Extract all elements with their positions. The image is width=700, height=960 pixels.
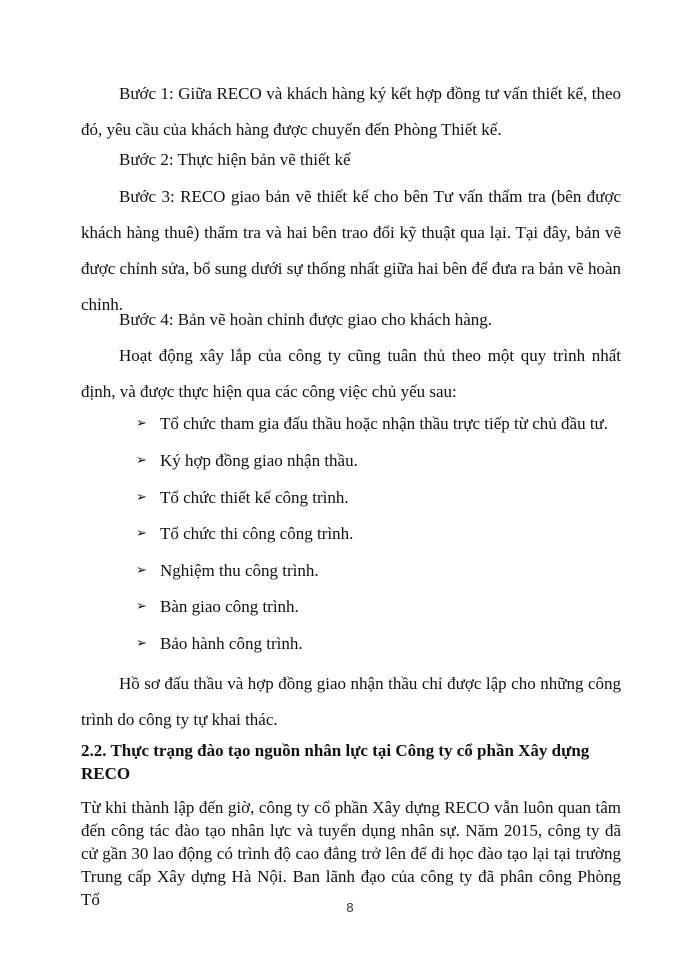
page-number: 8 (346, 900, 354, 915)
arrow-bullet-icon: ➢ (136, 636, 147, 651)
list-item (136, 412, 608, 436)
list-item (136, 559, 319, 583)
list-item (136, 632, 303, 656)
list-item-text: Bảo hành công trình. (160, 634, 303, 653)
paragraph-step-1: Bước 1: Giữa RECO và khách hàng ký kết hợp đồng tư vấn thiết kế, theo đó, yêu cầu của khách hàng được chuyển đến Phòng Thiết kế. (81, 84, 621, 139)
paragraph-bidding-note: Hồ sơ đấu thầu và hợp đồng giao nhận thầu chỉ được lập cho những công trình do công ty tự khai thác. (81, 674, 621, 729)
paragraph-step-3: Bước 3: RECO giao bản vẽ thiết kế cho bên Tư vấn thẩm tra (bên được khách hàng thuê) thẩm tra và hai bên trao đổi kỹ thuật qua lại. Tại đây, bản vẽ được chỉnh sửa, bổ sung dưới sự thống nhất giữa hai bên để đưa ra bản vẽ hoàn chỉnh. (81, 187, 621, 314)
list-item (136, 595, 299, 619)
paragraph-construction-intro: Hoạt động xây lắp của công ty cũng tuân thủ theo một quy trình nhất định, và được thực hiện qua các công việc chủ yếu sau: (81, 346, 621, 401)
arrow-bullet-icon: ➢ (136, 526, 147, 541)
paragraph-step-4: Bước 4: Bản vẽ hoàn chỉnh được giao cho khách hàng. (119, 310, 493, 329)
list-item-text: Bàn giao công trình. (160, 597, 299, 616)
arrow-bullet-icon: ➢ (136, 490, 147, 505)
arrow-bullet-icon: ➢ (136, 416, 147, 431)
paragraph-step-2: Bước 2: Thực hiện bản vẽ thiết kế (119, 150, 351, 169)
arrow-bullet-icon: ➢ (136, 563, 147, 578)
list-item (136, 449, 358, 473)
list-item-text: Ký hợp đồng giao nhận thầu. (160, 451, 358, 470)
arrow-bullet-icon: ➢ (136, 453, 147, 468)
list-item (136, 522, 353, 546)
list-item-text: Nghiệm thu công trình. (160, 561, 319, 580)
list-item-text: Tổ chức tham gia đấu thầu hoặc nhận thầu trực tiếp từ chủ đầu tư. (160, 414, 609, 433)
section-heading: 2.2. Thực trạng đào tạo nguồn nhân lực tại Công ty cổ phần Xây dựng RECO (81, 741, 590, 783)
list-item-text: Tổ chức thi công công trình. (160, 524, 354, 543)
arrow-bullet-icon: ➢ (136, 599, 147, 614)
list-item (136, 486, 349, 510)
paragraph-training-intro: Từ khi thành lập đến giờ, công ty cổ phần Xây dựng RECO vẫn luôn quan tâm đến công tác đào tạo nhân lực và tuyển dụng nhân sự. Năm 2015, công ty đã cử gần 30 lao động có trình độ cao đẳng trở lên để đi học đào tạo lại tại trường Trung cấp Xây dựng Hà Nội. Ban lãnh đạo của công ty đã phân công Phòng Tổ (81, 798, 621, 909)
list-item-text: Tổ chức thiết kế công trình. (160, 488, 349, 507)
